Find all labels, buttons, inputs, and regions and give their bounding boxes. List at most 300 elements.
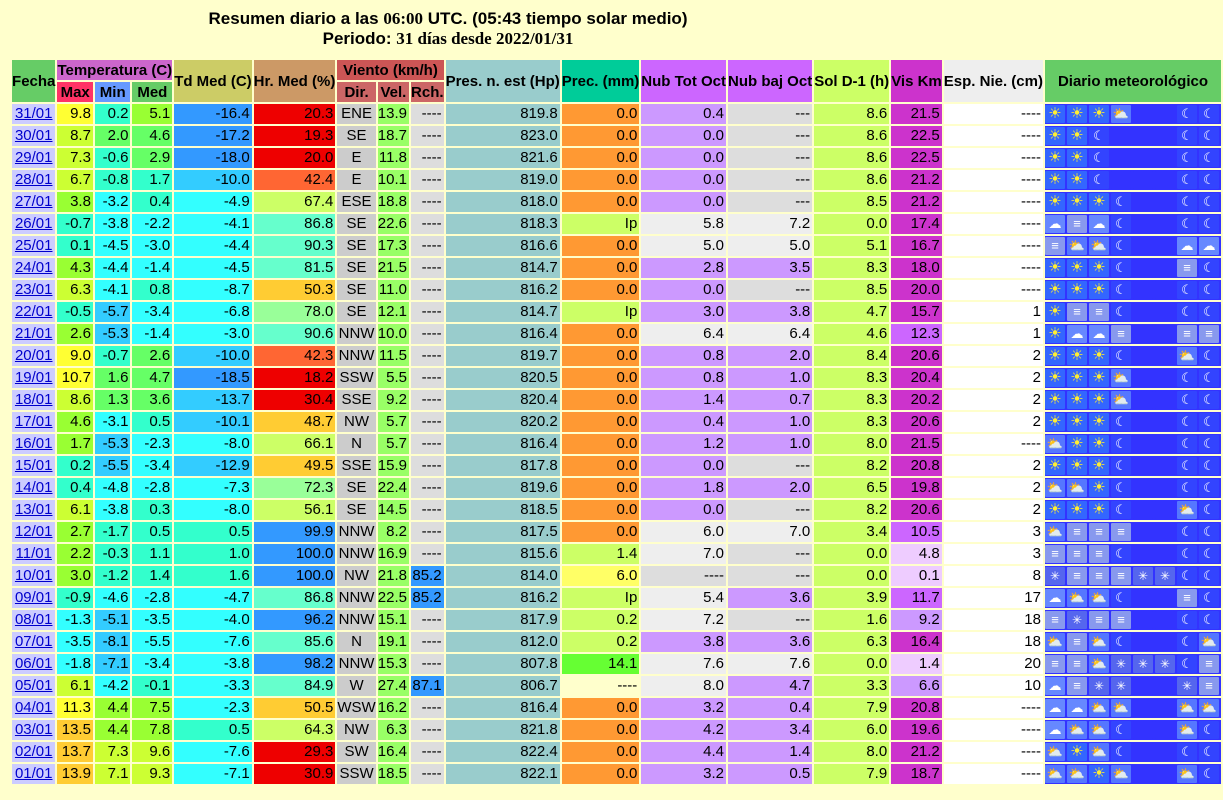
- cell-med: -1.4: [132, 258, 172, 278]
- cell-pres: 806.7: [446, 676, 560, 696]
- moon-icon: ☾: [1177, 743, 1197, 761]
- cell-med: 4.6: [132, 126, 172, 146]
- date-link[interactable]: 28/01: [14, 171, 53, 188]
- cell-nubtot: 0.4: [641, 104, 726, 124]
- blank-icon: [1155, 413, 1175, 431]
- date-link[interactable]: 14/01: [14, 479, 53, 496]
- date-link[interactable]: 24/01: [14, 259, 53, 276]
- blank-icon: [1111, 127, 1131, 145]
- date-link[interactable]: 18/01: [14, 391, 53, 408]
- col-pres: Pres. n. est (Hp): [446, 60, 560, 102]
- cell-dir: NW: [337, 412, 375, 432]
- cell-td: -7.6: [174, 632, 251, 652]
- cell-vis: 20.6: [891, 500, 942, 520]
- cell-td: -18.0: [174, 148, 251, 168]
- cell-nubbaj: 3.4: [728, 720, 812, 740]
- cell-nubbaj: ---: [728, 192, 812, 212]
- cell-nubtot: 0.4: [641, 412, 726, 432]
- moon-icon: ☾: [1177, 611, 1197, 629]
- cell-esp: 2: [944, 390, 1043, 410]
- cell-dir: NW: [337, 566, 375, 586]
- cloud-icon: ☁: [1045, 699, 1065, 717]
- cell-dir: NNW: [338, 655, 375, 672]
- cell-vis: 9.2: [891, 610, 942, 630]
- cell-sol: 0.0: [814, 544, 889, 564]
- cell-diario: [1045, 302, 1221, 322]
- cell-td: -6.8: [174, 302, 251, 322]
- cloud-icon: ☁: [1199, 237, 1219, 255]
- cell-min: -3.2: [95, 192, 131, 212]
- cell-sol: 4.7: [814, 302, 889, 322]
- cell-rch: ----: [411, 170, 444, 190]
- date-link[interactable]: 21/01: [14, 325, 53, 342]
- cell-med: -3.0: [132, 236, 172, 256]
- cell-nubbaj: 5.0: [728, 236, 812, 256]
- moon-icon: ☾: [1111, 435, 1131, 453]
- cell-vel: 22.6: [377, 215, 407, 232]
- cell-diario: [1045, 588, 1221, 608]
- cell-nubtot: 3.8: [641, 632, 726, 652]
- date-link[interactable]: 23/01: [14, 281, 53, 298]
- snow-icon: ✳: [1177, 677, 1197, 695]
- fog-icon: ≡: [1199, 677, 1219, 695]
- cell-prec: Ip: [562, 588, 640, 608]
- moon-icon: ☾: [1089, 127, 1109, 145]
- blank-icon: [1155, 523, 1175, 541]
- cell-sol: 8.5: [814, 280, 889, 300]
- cell-esp: 2: [944, 368, 1043, 388]
- cell-vis: 21.2: [891, 192, 942, 212]
- cell-max: -0.7: [57, 214, 93, 234]
- cell-med: -3.4: [132, 654, 172, 674]
- cell-diario: [1045, 104, 1221, 124]
- cell-prec: 0.0: [562, 478, 640, 498]
- moon-icon: ☾: [1111, 457, 1131, 475]
- date-link[interactable]: 22/01: [14, 303, 53, 320]
- cell-diario: [1045, 148, 1221, 168]
- fog-icon: ≡: [1067, 303, 1087, 321]
- sun-icon: ☀: [1067, 743, 1087, 761]
- fog-icon: ≡: [1089, 523, 1109, 541]
- date-link[interactable]: 01/01: [14, 765, 53, 782]
- cell-pres: 820.5: [446, 368, 560, 388]
- date-link[interactable]: 15/01: [14, 457, 53, 474]
- moon-icon: ☾: [1111, 721, 1131, 739]
- cell-nubbaj: ---: [728, 610, 812, 630]
- col-diario: Diario meteorológico: [1045, 60, 1221, 102]
- blank-icon: [1133, 325, 1153, 343]
- cell-prec: 0.0: [562, 698, 640, 718]
- psun-icon: ⛅: [1090, 722, 1108, 737]
- table-row: [12, 236, 1221, 256]
- cell-vel: 15.1: [377, 611, 407, 628]
- table-row: [12, 126, 1221, 146]
- psun-icon: ⛅: [1090, 590, 1108, 605]
- fog-icon: ≡: [1089, 567, 1109, 585]
- cell-min: -7.1: [95, 654, 131, 674]
- date-link[interactable]: 30/01: [14, 127, 53, 144]
- cell-td: -4.0: [174, 610, 251, 630]
- cell-med: 0.3: [132, 500, 172, 520]
- cloud-icon: ☁: [1067, 699, 1087, 717]
- cell-sol: 8.3: [814, 412, 889, 432]
- moon-icon: ☾: [1089, 171, 1109, 189]
- moon-icon: ☾: [1199, 457, 1219, 475]
- fog-icon: ≡: [1067, 677, 1087, 695]
- cell-vel: 13.9: [377, 105, 407, 122]
- cell-sol: 8.3: [814, 390, 889, 410]
- cell-vis: 20.2: [891, 390, 942, 410]
- cell-hr: 29.3: [254, 742, 336, 762]
- cell-sol: 0.0: [814, 214, 889, 234]
- cell-fecha: [12, 676, 55, 696]
- sun-icon: ☀: [1089, 259, 1109, 277]
- sun-icon: ☀: [1089, 391, 1109, 409]
- cell-pres: 820.4: [446, 390, 560, 410]
- blank-icon: [1155, 171, 1175, 189]
- moon-icon: ☾: [1199, 171, 1219, 189]
- cell-diario: [1045, 610, 1221, 630]
- date-link[interactable]: 20/01: [14, 347, 53, 364]
- table-row: [12, 676, 1221, 696]
- cell-td: -4.9: [174, 192, 251, 212]
- cell-esp: ----: [944, 764, 1043, 784]
- blank-icon: [1133, 721, 1153, 739]
- cell-fecha: [12, 566, 55, 586]
- cell-max: 6.1: [57, 676, 93, 696]
- cell-min: 4.4: [95, 698, 131, 718]
- blank-icon: [1155, 457, 1175, 475]
- col-med: Med: [132, 82, 172, 102]
- psun-icon: ⛅: [1046, 766, 1064, 781]
- table-row: [12, 764, 1221, 784]
- cell-prec: Ip: [562, 214, 640, 234]
- cell-td: -4.4: [174, 236, 251, 256]
- date-link[interactable]: 05/01: [14, 677, 53, 694]
- cell-vis: 18.7: [891, 764, 942, 784]
- date-link[interactable]: 02/01: [14, 743, 53, 760]
- blank-icon: [1155, 259, 1175, 277]
- cell-min: -3.8: [95, 214, 131, 234]
- cell-med: 2.6: [132, 346, 172, 366]
- cell-td: -7.3: [174, 478, 251, 498]
- cell-fecha: [12, 698, 55, 718]
- table-row: [12, 412, 1221, 432]
- cell-diario: [1045, 192, 1221, 212]
- cell-med: 1.7: [132, 170, 172, 190]
- cell-max: -0.9: [57, 588, 93, 608]
- cell-sol: 8.6: [814, 170, 889, 190]
- date-link[interactable]: 11/01: [15, 545, 52, 562]
- sun-icon: ☀: [1067, 127, 1087, 145]
- cell-nubbaj: 4.7: [728, 676, 812, 696]
- page-title: Resumen diario a las 06:00 UTC. (05:43 tiempo solar medio) Periodo: 31 días desde 2022/01/31: [208, 9, 688, 48]
- cell-pres: 812.0: [446, 632, 560, 652]
- cell-vis: 21.2: [891, 742, 942, 762]
- cell-nubbaj: ---: [728, 170, 812, 190]
- cell-vel: 12.1: [377, 303, 407, 320]
- date-link[interactable]: 31/01: [14, 105, 53, 122]
- blank-icon: [1133, 215, 1153, 233]
- cell-esp: 17: [944, 588, 1043, 608]
- cell-diario: [1045, 456, 1221, 476]
- cell-med: -5.5: [132, 632, 172, 652]
- cell-nubbaj: 1.4: [728, 742, 812, 762]
- table-row: [12, 698, 1221, 718]
- fog-icon: ≡: [1199, 325, 1219, 343]
- cell-nubtot: 8.0: [641, 676, 726, 696]
- moon-icon: ☾: [1111, 215, 1131, 233]
- blank-icon: [1133, 699, 1153, 717]
- cell-fecha: [12, 302, 55, 322]
- cell-prec: 0.0: [562, 412, 640, 432]
- table-row: [12, 566, 1221, 586]
- cell-vel: 16.4: [377, 743, 407, 760]
- cell-td: -18.5: [174, 368, 251, 388]
- date-link[interactable]: 19/01: [14, 369, 53, 386]
- cell-esp: ----: [944, 258, 1043, 278]
- table-row: [12, 170, 1221, 190]
- cell-hr: 99.9: [254, 522, 336, 542]
- cell-vis: 20.6: [891, 412, 942, 432]
- cell-vis: 1.4: [891, 654, 942, 674]
- col-viento: Viento (km/h): [337, 60, 443, 80]
- cell-rch: ----: [411, 434, 444, 454]
- date-link[interactable]: 26/01: [14, 215, 53, 232]
- blank-icon: [1155, 391, 1175, 409]
- date-link[interactable]: 16/01: [14, 435, 53, 452]
- cell-nubbaj: 1.0: [728, 368, 812, 388]
- blank-icon: [1155, 743, 1175, 761]
- blank-icon: [1133, 347, 1153, 365]
- cell-prec: 0.0: [562, 368, 640, 388]
- cell-max: 0.4: [57, 478, 93, 498]
- cell-pres: 815.6: [446, 544, 560, 564]
- cell-fecha: [12, 720, 55, 740]
- cell-max: 11.3: [57, 698, 93, 718]
- cell-sol: 8.3: [814, 368, 889, 388]
- cell-max: 7.3: [57, 148, 93, 168]
- psun-icon: ⛅: [1068, 480, 1086, 495]
- table-row: [12, 302, 1221, 322]
- cell-max: 2.6: [57, 324, 93, 344]
- fog-icon: ≡: [1045, 545, 1065, 563]
- fog-icon: ≡: [1067, 215, 1087, 233]
- date-link[interactable]: 03/01: [14, 721, 53, 738]
- cell-diario: [1045, 434, 1221, 454]
- moon-icon: ☾: [1111, 545, 1131, 563]
- cell-hr: 64.3: [254, 720, 336, 740]
- cell-pres: 818.0: [446, 192, 560, 212]
- psun-icon: ⛅: [1068, 766, 1086, 781]
- cell-max: 10.7: [57, 368, 93, 388]
- date-link[interactable]: 10/01: [14, 567, 53, 584]
- cell-vel: 17.3: [377, 237, 407, 254]
- cell-max: 6.7: [57, 170, 93, 190]
- moon-icon: ☾: [1177, 171, 1197, 189]
- cell-td: -13.7: [174, 390, 251, 410]
- cell-td: -3.0: [174, 324, 251, 344]
- cell-td: 0.5: [174, 720, 251, 740]
- date-link[interactable]: 07/01: [14, 633, 53, 650]
- cell-min: -5.3: [95, 324, 131, 344]
- cell-esp: 18: [944, 610, 1043, 630]
- cell-prec: 6.0: [562, 566, 640, 586]
- cell-nubtot: 0.0: [641, 280, 726, 300]
- cell-fecha: [12, 170, 55, 190]
- cell-nubtot: 5.8: [641, 214, 726, 234]
- date-link[interactable]: 04/01: [14, 699, 53, 716]
- sun-icon: ☀: [1045, 281, 1065, 299]
- cell-sol: 7.9: [814, 698, 889, 718]
- col-nubbaj: Nub baj Oct: [728, 60, 812, 102]
- moon-icon: ☾: [1199, 303, 1219, 321]
- cell-rch: ----: [411, 192, 444, 212]
- blank-icon: [1155, 633, 1175, 651]
- moon-icon: ☾: [1177, 369, 1197, 387]
- sun-icon: ☀: [1089, 479, 1109, 497]
- cell-diario: [1045, 214, 1221, 234]
- cell-prec: ----: [562, 676, 640, 696]
- moon-icon: ☾: [1199, 413, 1219, 431]
- cell-sol: 7.9: [814, 764, 889, 784]
- cell-med: 0.4: [132, 192, 172, 212]
- cell-min: -4.6: [95, 588, 131, 608]
- cell-min: -3.1: [95, 412, 131, 432]
- cell-diario: [1045, 654, 1221, 674]
- psun-icon: ⛅: [1200, 700, 1218, 715]
- cell-nubtot: 7.6: [641, 654, 726, 674]
- blank-icon: [1133, 237, 1153, 255]
- cell-diario: [1045, 324, 1221, 344]
- blank-icon: [1155, 149, 1175, 167]
- date-link[interactable]: 13/01: [14, 501, 53, 518]
- table-row: [12, 478, 1221, 498]
- blank-icon: [1155, 611, 1175, 629]
- cell-fecha: [12, 346, 55, 366]
- moon-icon: ☾: [1177, 127, 1197, 145]
- date-link[interactable]: 27/01: [14, 193, 53, 210]
- col-max: Max: [57, 82, 93, 102]
- psun-icon: ⛅: [1090, 238, 1108, 253]
- moon-icon: ☾: [1177, 545, 1197, 563]
- cell-dir: W: [337, 676, 375, 696]
- cell-dir: N: [337, 632, 375, 652]
- moon-icon: ☾: [1177, 391, 1197, 409]
- cell-nubtot: 1.8: [641, 478, 726, 498]
- cell-rch: ----: [411, 236, 444, 256]
- date-link[interactable]: 29/01: [14, 149, 53, 166]
- moon-icon: ☾: [1199, 501, 1219, 519]
- moon-icon: ☾: [1177, 149, 1197, 167]
- cell-vis: 21.2: [891, 170, 942, 190]
- cell-vel: 19.1: [377, 633, 407, 650]
- cell-pres: 816.4: [446, 434, 560, 454]
- cell-rch: ----: [411, 148, 444, 168]
- cell-diario: [1045, 280, 1221, 300]
- psun-icon: ⛅: [1046, 524, 1064, 539]
- cell-max: -1.8: [57, 654, 93, 674]
- cell-pres: 819.6: [446, 478, 560, 498]
- cell-esp: ----: [944, 720, 1043, 740]
- cell-nubtot: 0.0: [641, 148, 726, 168]
- cloud-icon: ☁: [1045, 589, 1065, 607]
- cell-nubbaj: ---: [728, 566, 812, 586]
- date-link[interactable]: 08/01: [14, 611, 53, 628]
- blank-icon: [1133, 259, 1153, 277]
- sun-icon: ☀: [1067, 259, 1087, 277]
- snow-icon: ✳: [1089, 677, 1109, 695]
- cell-nubbaj: 3.5: [728, 258, 812, 278]
- cell-hr: 42.3: [254, 346, 336, 366]
- cell-dir: NNW: [338, 611, 375, 628]
- date-link[interactable]: 12/01: [14, 523, 53, 540]
- cell-hr: 56.1: [254, 500, 336, 520]
- cell-fecha: [12, 654, 55, 674]
- psun-icon: ⛅: [1046, 436, 1064, 451]
- cell-esp: 2: [944, 478, 1043, 498]
- cell-dir: NNW: [338, 589, 375, 606]
- cell-vel: 21.5: [377, 259, 407, 276]
- cell-fecha: [12, 390, 55, 410]
- cell-rch: ----: [411, 258, 444, 278]
- cell-pres: 821.8: [446, 720, 560, 740]
- cell-td: -4.1: [174, 214, 251, 234]
- col-dir: Dir.: [337, 82, 375, 102]
- cell-nubbaj: ---: [728, 500, 812, 520]
- cell-nubbaj: 0.4: [728, 698, 812, 718]
- cell-nubtot: 0.8: [641, 346, 726, 366]
- date-link[interactable]: 25/01: [14, 237, 53, 254]
- sun-icon: ☀: [1045, 391, 1065, 409]
- cell-min: -8.1: [95, 632, 131, 652]
- cell-td: -16.4: [174, 104, 251, 124]
- cell-fecha: [12, 544, 55, 564]
- table-row: [12, 346, 1221, 366]
- cell-min: 4.4: [95, 720, 131, 740]
- cell-max: 0.2: [57, 456, 93, 476]
- cell-dir: SSE: [337, 390, 375, 410]
- cell-td: -8.7: [174, 280, 251, 300]
- date-link[interactable]: 09/01: [14, 589, 53, 606]
- cell-pres: 818.3: [446, 214, 560, 234]
- date-link[interactable]: 06/01: [14, 655, 53, 672]
- blank-icon: [1133, 281, 1153, 299]
- date-link[interactable]: 17/01: [14, 413, 53, 430]
- sun-icon: ☀: [1089, 501, 1109, 519]
- cell-nubbaj: 7.0: [728, 522, 812, 542]
- blank-icon: [1133, 303, 1153, 321]
- cell-esp: ----: [944, 104, 1043, 124]
- fog-icon: ≡: [1045, 655, 1065, 673]
- sun-icon: ☀: [1045, 193, 1065, 211]
- cell-nubbaj: 3.8: [728, 302, 812, 322]
- cell-nubtot: 3.2: [641, 764, 726, 784]
- col-td: Td Med (C): [174, 60, 251, 102]
- blank-icon: [1133, 457, 1153, 475]
- cell-vel: 22.4: [377, 479, 407, 496]
- cell-esp: 2: [944, 500, 1043, 520]
- psun-icon: ⛅: [1178, 502, 1196, 517]
- blank-icon: [1133, 105, 1153, 123]
- cell-nubtot: 1.2: [641, 434, 726, 454]
- cell-vis: 11.7: [891, 588, 942, 608]
- cell-vis: 15.7: [891, 302, 942, 322]
- cell-pres: 817.5: [446, 522, 560, 542]
- cell-nubbaj: 6.4: [728, 324, 812, 344]
- cell-hr: 18.2: [254, 368, 336, 388]
- snow-icon: ✳: [1155, 567, 1175, 585]
